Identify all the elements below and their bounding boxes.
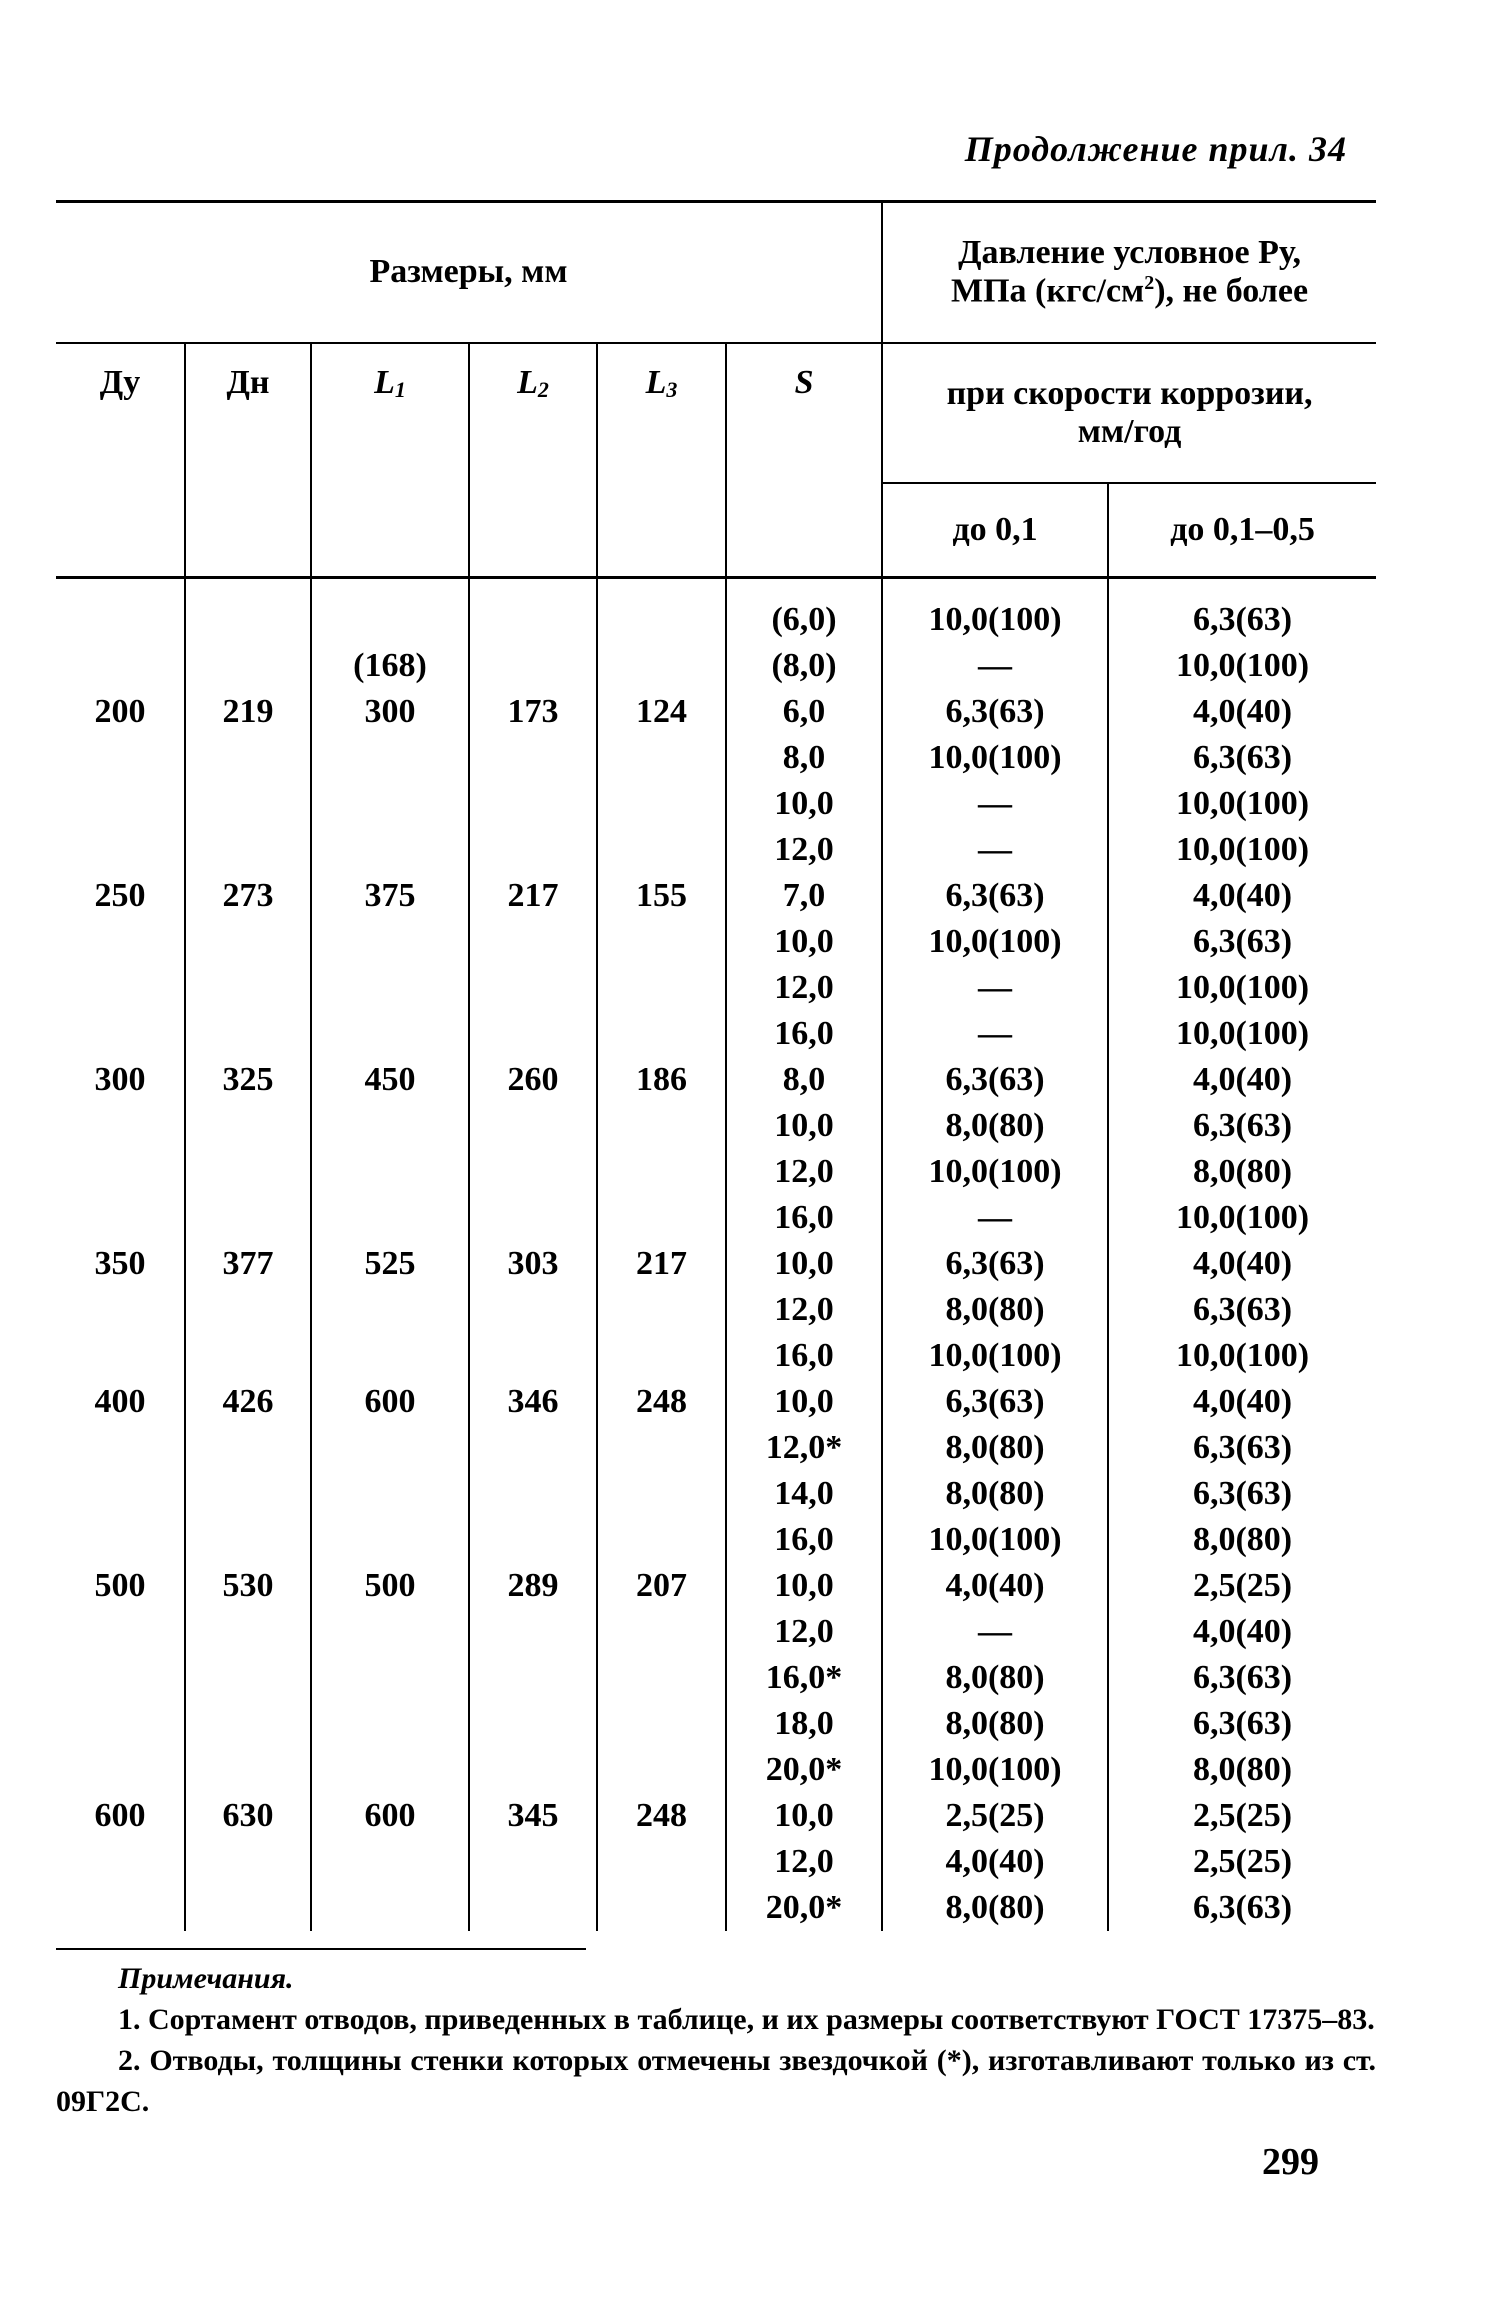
p1-value: 6,3(63) <box>945 1061 1045 1098</box>
l2-value: 346 <box>507 1383 559 1420</box>
empty-line <box>598 1011 725 1057</box>
empty-line <box>56 827 184 873</box>
s-value: 16,0 <box>774 1337 834 1374</box>
empty-line <box>470 1885 596 1931</box>
empty-line <box>598 1471 725 1517</box>
empty-line <box>186 827 310 873</box>
empty-line <box>186 1011 310 1057</box>
empty-line <box>598 827 725 873</box>
empty-line <box>312 919 468 965</box>
p1-value: — <box>978 1613 1013 1650</box>
empty-line <box>470 1839 596 1885</box>
s-value: 16,0 <box>774 1199 834 1236</box>
empty-line <box>186 1839 310 1885</box>
empty-line <box>312 735 468 781</box>
empty-line <box>312 1195 468 1241</box>
du-value: 500 <box>94 1567 146 1604</box>
l3-value: 155 <box>636 877 687 914</box>
empty-line <box>470 1655 596 1701</box>
s-value: 10,0 <box>774 1107 834 1144</box>
empty-line <box>186 1425 310 1471</box>
p1-value: 10,0(100) <box>928 601 1062 638</box>
empty-line <box>56 1609 184 1655</box>
p2-value: 6,3(63) <box>1192 1107 1293 1144</box>
s-value: 12,0 <box>774 831 834 868</box>
s-value: 20,0* <box>765 1889 843 1926</box>
p2-value: 6,3(63) <box>1192 1429 1293 1466</box>
empty-line <box>56 1839 184 1885</box>
l1-value: 375 <box>364 877 416 914</box>
s-value: (8,0) <box>771 647 837 684</box>
empty-line <box>56 1011 184 1057</box>
p2-value: 2,5(25) <box>1192 1843 1293 1880</box>
s-value: 10,0 <box>774 1383 834 1420</box>
empty-line <box>56 1747 184 1793</box>
du-value: 350 <box>94 1245 146 1282</box>
col-l1-values <box>311 578 469 1932</box>
col-l2-values <box>469 578 597 1932</box>
empty-line <box>56 1149 184 1195</box>
s-value: 16,0 <box>774 1015 834 1052</box>
l1-value: 600 <box>364 1797 416 1834</box>
empty-line <box>312 1517 468 1563</box>
empty-line <box>312 1701 468 1747</box>
empty-line <box>186 1149 310 1195</box>
p2-value: 10,0(100) <box>1175 1337 1310 1374</box>
empty-line <box>598 1287 725 1333</box>
dn-value: 630 <box>222 1797 274 1834</box>
empty-line <box>56 919 184 965</box>
p1-value: 10,0(100) <box>928 1521 1062 1558</box>
l3-value: 248 <box>636 1797 687 1834</box>
empty-line <box>56 597 184 643</box>
s-value: 10,0 <box>774 923 834 960</box>
s-value: 12,0 <box>774 1613 834 1650</box>
note-item-2: 2. Отводы, толщины стенки которых отмечены звездочкой (*), изготавливают только из ст. 09Г2С. <box>56 2044 1376 2118</box>
empty-line <box>186 1701 310 1747</box>
empty-line <box>312 1287 468 1333</box>
p2-value: 10,0(100) <box>1175 1015 1310 1052</box>
p2-value: 4,0(40) <box>1192 1383 1293 1420</box>
empty-line <box>470 1471 596 1517</box>
empty-line <box>598 1701 725 1747</box>
l1-value: 600 <box>364 1383 416 1420</box>
l1-value: 450 <box>364 1061 416 1098</box>
p1-value: 8,0(80) <box>945 1107 1045 1144</box>
dn-value: 325 <box>222 1061 274 1098</box>
empty-line <box>598 1333 725 1379</box>
empty-line <box>598 965 725 1011</box>
l1-value: 525 <box>364 1245 416 1282</box>
l2-value: 217 <box>507 877 559 914</box>
empty-line <box>598 1655 725 1701</box>
p1-value: — <box>978 785 1013 822</box>
p2-value: 8,0(80) <box>1192 1153 1293 1190</box>
notes-rule <box>56 1948 586 1950</box>
dn-value: 426 <box>222 1383 274 1420</box>
empty-line <box>56 1701 184 1747</box>
empty-line <box>470 1747 596 1793</box>
s-value: 10,0 <box>774 1567 834 1604</box>
p2-value: 10,0(100) <box>1175 1199 1310 1236</box>
p2-value: 8,0(80) <box>1192 1521 1293 1558</box>
empty-line <box>186 919 310 965</box>
du-value: 600 <box>94 1797 146 1834</box>
empty-line <box>186 1517 310 1563</box>
empty-line <box>56 1333 184 1379</box>
empty-line <box>470 919 596 965</box>
col-dn-header: Дн <box>185 343 311 578</box>
empty-line <box>186 1655 310 1701</box>
p1-value: 8,0(80) <box>945 1429 1045 1466</box>
dn-value: 530 <box>222 1567 274 1604</box>
empty-line <box>56 1655 184 1701</box>
col-l1-header: $L_1$ <box>311 343 469 578</box>
col-l3-header: $L_3$ <box>597 343 726 578</box>
empty-line <box>312 1839 468 1885</box>
empty-line <box>186 1609 310 1655</box>
p2-value: 4,0(40) <box>1192 1245 1293 1282</box>
empty-line <box>312 1425 468 1471</box>
empty-line <box>56 1425 184 1471</box>
col-p1-header: до 0,1 <box>882 483 1108 578</box>
empty-line <box>312 1333 468 1379</box>
p1-value: — <box>978 831 1013 868</box>
s-value: (6,0) <box>771 601 837 638</box>
l3-value: 217 <box>636 1245 687 1282</box>
empty-line <box>598 1885 725 1931</box>
empty-line <box>186 965 310 1011</box>
col-s-values <box>726 578 882 1932</box>
s-value: 8,0 <box>782 1061 826 1098</box>
s-value: 10,0 <box>774 785 834 822</box>
empty-line <box>56 965 184 1011</box>
empty-line <box>56 1103 184 1149</box>
empty-line <box>56 1885 184 1931</box>
p1-value: 6,3(63) <box>945 693 1045 730</box>
empty-line <box>598 1609 725 1655</box>
l1-value: 300 <box>364 693 416 730</box>
empty-line <box>598 1103 725 1149</box>
empty-line <box>598 735 725 781</box>
corrosion-header: при скорости коррозии, мм/год <box>882 343 1376 483</box>
l2-value: 303 <box>507 1245 559 1282</box>
empty-line <box>186 781 310 827</box>
p1-value: 6,3(63) <box>945 877 1045 914</box>
empty-line <box>312 1011 468 1057</box>
empty-line <box>470 1103 596 1149</box>
s-value: 12,0 <box>774 969 834 1006</box>
sizes-group-header <box>56 202 882 343</box>
empty-line <box>56 735 184 781</box>
empty-line <box>470 643 596 689</box>
p1-value: 8,0(80) <box>945 1291 1045 1328</box>
pressure-group-line1: Давление условное Ру, <box>958 233 1301 271</box>
p1-value: 8,0(80) <box>945 1475 1045 1512</box>
du-value: 300 <box>94 1061 146 1098</box>
l2-value: 260 <box>507 1061 559 1098</box>
empty-line <box>470 1195 596 1241</box>
p2-value: 6,3(63) <box>1192 601 1293 638</box>
empty-line <box>598 1839 725 1885</box>
p1-value: — <box>978 647 1013 684</box>
empty-line <box>312 1885 468 1931</box>
empty-line <box>186 1287 310 1333</box>
empty-line <box>598 1195 725 1241</box>
p2-value: 10,0(100) <box>1175 831 1310 868</box>
l2-value: 289 <box>507 1567 559 1604</box>
p1-value: 10,0(100) <box>928 739 1062 776</box>
p2-value: 6,3(63) <box>1192 923 1293 960</box>
p2-value: 6,3(63) <box>1192 1291 1293 1328</box>
l3-value: 186 <box>636 1061 687 1098</box>
empty-line <box>186 1471 310 1517</box>
pressure-group-header <box>882 202 1376 343</box>
empty-line <box>470 1011 596 1057</box>
p1-value: 10,0(100) <box>928 1751 1062 1788</box>
empty-line <box>470 1333 596 1379</box>
empty-line <box>312 781 468 827</box>
p2-value: 6,3(63) <box>1192 739 1293 776</box>
page-number: 299 <box>1262 2141 1319 2183</box>
empty-line <box>56 1287 184 1333</box>
empty-line <box>598 643 725 689</box>
p1-value: 10,0(100) <box>928 923 1062 960</box>
col-l2-header: $L_2$ <box>469 343 597 578</box>
p2-value: 10,0(100) <box>1175 969 1310 1006</box>
empty-line <box>312 965 468 1011</box>
p2-value: 6,3(63) <box>1192 1705 1293 1742</box>
p2-value: 4,0(40) <box>1192 1613 1293 1650</box>
s-value: 6,0 <box>782 693 826 730</box>
p1-value: — <box>978 969 1013 1006</box>
p2-value: 6,3(63) <box>1192 1475 1293 1512</box>
empty-line <box>470 1425 596 1471</box>
p1-value: — <box>978 1199 1013 1236</box>
s-value: 12,0* <box>765 1429 843 1466</box>
p2-value: 4,0(40) <box>1192 693 1293 730</box>
empty-line <box>186 1747 310 1793</box>
l1-value: 500 <box>364 1567 416 1604</box>
du-value: 200 <box>94 693 146 730</box>
p1-value: 2,5(25) <box>945 1797 1045 1834</box>
note-item-1: 1. Сортамент отводов, приведенных в таблице, и их размеры соответствуют ГОСТ 17375–83. <box>118 2003 1375 2036</box>
s-value: 16,0 <box>774 1521 834 1558</box>
s-value: 14,0 <box>774 1475 834 1512</box>
col-p2-values <box>1108 578 1376 1932</box>
p1-value: — <box>978 1015 1013 1052</box>
col-p1-values <box>882 578 1108 1932</box>
empty-line <box>186 1885 310 1931</box>
empty-line <box>312 1609 468 1655</box>
pressure-group-line2: МПа $(кгс/см^2)$, не более <box>951 271 1309 310</box>
empty-line <box>312 597 468 643</box>
empty-line <box>312 827 468 873</box>
p1-value: 6,3(63) <box>945 1245 1045 1282</box>
notes <box>56 1958 1376 2122</box>
empty-line <box>312 1471 468 1517</box>
dn-value: 219 <box>222 693 274 730</box>
empty-line <box>470 1609 596 1655</box>
empty-line <box>470 1701 596 1747</box>
p2-value: 6,3(63) <box>1192 1889 1293 1926</box>
empty-line <box>470 781 596 827</box>
p1-value: 8,0(80) <box>945 1705 1045 1742</box>
empty-line <box>56 1517 184 1563</box>
empty-line <box>598 781 725 827</box>
col-l3-values <box>597 578 726 1932</box>
s-value: 18,0 <box>774 1705 834 1742</box>
p1-value: 10,0(100) <box>928 1153 1062 1190</box>
p2-value: 4,0(40) <box>1192 877 1293 914</box>
dn-value: 377 <box>222 1245 274 1282</box>
p1-value: 4,0(40) <box>945 1843 1045 1880</box>
l1-value: (168) <box>353 647 427 684</box>
empty-line <box>598 1517 725 1563</box>
fittings-table <box>56 202 1376 1931</box>
empty-line <box>186 735 310 781</box>
col-p2-header: до 0,1–0,5 <box>1108 483 1376 578</box>
empty-line <box>470 1287 596 1333</box>
empty-line <box>312 1149 468 1195</box>
p1-value: 10,0(100) <box>928 1337 1062 1374</box>
empty-line <box>186 643 310 689</box>
s-value: 12,0 <box>774 1843 834 1880</box>
notes-title: Примечания. <box>118 1962 294 1995</box>
empty-line <box>598 597 725 643</box>
s-value: 8,0 <box>782 739 826 776</box>
p2-value: 10,0(100) <box>1175 647 1310 684</box>
empty-line <box>470 597 596 643</box>
p2-value: 2,5(25) <box>1192 1797 1293 1834</box>
col-du-header: Ду <box>56 343 185 578</box>
du-value: 250 <box>94 877 146 914</box>
p2-value: 10,0(100) <box>1175 785 1310 822</box>
s-value: 12,0 <box>774 1153 834 1190</box>
s-value: 12,0 <box>774 1291 834 1328</box>
col-s-header: S <box>726 343 882 578</box>
l2-value: 173 <box>507 693 559 730</box>
p2-value: 6,3(63) <box>1192 1659 1293 1696</box>
empty-line <box>470 1517 596 1563</box>
empty-line <box>598 1425 725 1471</box>
empty-line <box>470 735 596 781</box>
sizes-group-label: Размеры, мм <box>369 253 568 290</box>
p1-value: 8,0(80) <box>945 1889 1045 1926</box>
col-du-values <box>56 578 185 1932</box>
p1-value: 8,0(80) <box>945 1659 1045 1696</box>
du-value: 400 <box>94 1383 146 1420</box>
p2-value: 2,5(25) <box>1192 1567 1293 1604</box>
empty-line <box>186 1195 310 1241</box>
empty-line <box>56 781 184 827</box>
p1-value: 6,3(63) <box>945 1383 1045 1420</box>
s-value: 7,0 <box>782 877 826 914</box>
dn-value: 273 <box>222 877 274 914</box>
p1-value: 4,0(40) <box>945 1567 1045 1604</box>
s-value: 20,0* <box>765 1751 843 1788</box>
empty-line <box>470 965 596 1011</box>
empty-line <box>186 597 310 643</box>
empty-line <box>186 1333 310 1379</box>
l3-value: 207 <box>636 1567 687 1604</box>
empty-line <box>56 1471 184 1517</box>
empty-line <box>598 1747 725 1793</box>
empty-line <box>312 1103 468 1149</box>
col-dn-values <box>185 578 311 1932</box>
empty-line <box>56 643 184 689</box>
l3-value: 124 <box>636 693 687 730</box>
empty-line <box>56 1195 184 1241</box>
s-value: 10,0 <box>774 1797 834 1834</box>
p2-value: 4,0(40) <box>1192 1061 1293 1098</box>
s-value: 10,0 <box>774 1245 834 1282</box>
s-value: 16,0* <box>765 1659 843 1696</box>
empty-line <box>598 919 725 965</box>
empty-line <box>598 1149 725 1195</box>
empty-line <box>312 1655 468 1701</box>
l3-value: 248 <box>636 1383 687 1420</box>
empty-line <box>186 1103 310 1149</box>
p2-value: 8,0(80) <box>1192 1751 1293 1788</box>
running-head: Продолжение прил. 34 <box>964 129 1347 169</box>
empty-line <box>470 827 596 873</box>
empty-line <box>312 1747 468 1793</box>
empty-line <box>470 1149 596 1195</box>
l2-value: 345 <box>507 1797 559 1834</box>
